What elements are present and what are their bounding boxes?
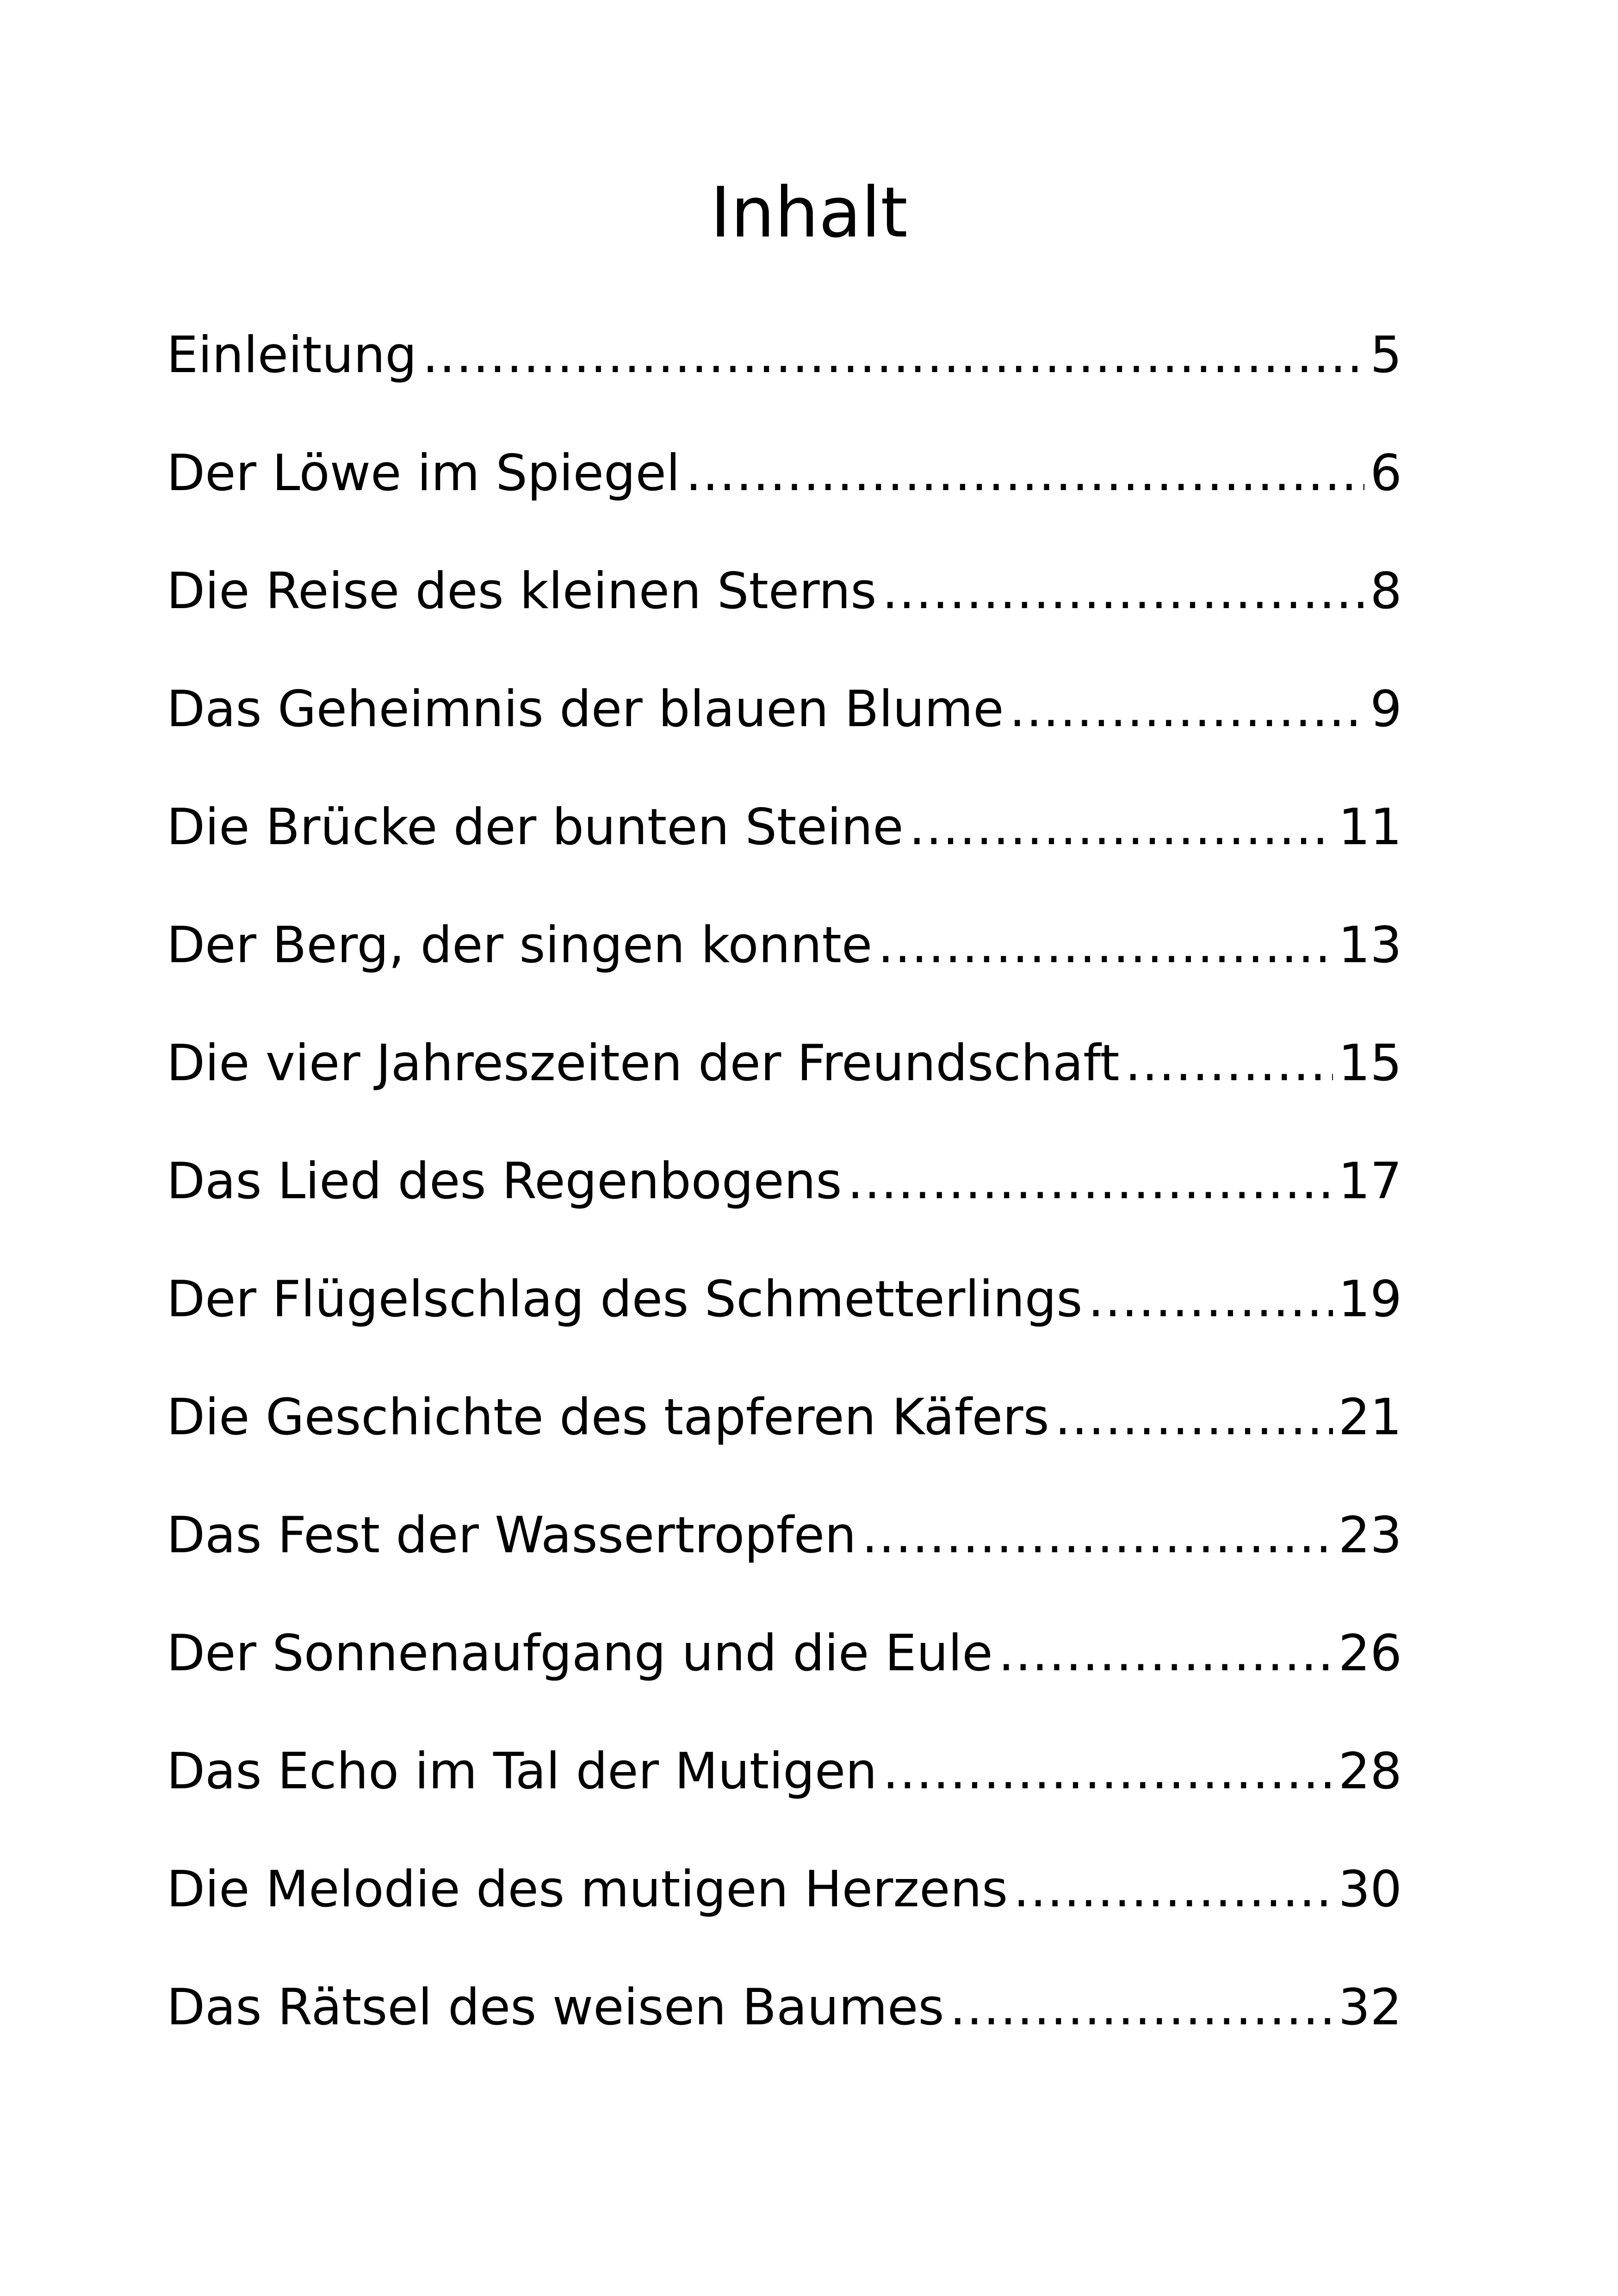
dot-leader — [1013, 1830, 1333, 1948]
toc-entry — [167, 768, 1402, 886]
entry-page-number: 15 — [1338, 1034, 1402, 1092]
entry-title: Die Melodie des mutigen Herzens — [167, 1860, 1008, 1918]
entry-title: Die vier Jahreszeiten der Freundschaft — [167, 1034, 1120, 1092]
toc-entry — [167, 1594, 1402, 1712]
entry-page-number: 23 — [1338, 1506, 1402, 1564]
toc-entry — [167, 886, 1402, 1004]
entry-page-number: 21 — [1338, 1388, 1402, 1446]
entry-page-number: 8 — [1370, 562, 1402, 620]
toc-entry — [167, 532, 1402, 650]
toc-entry — [167, 1358, 1402, 1476]
entry-title: Der Sonnenaufgang und die Eule — [167, 1624, 993, 1682]
entry-title: Die Geschichte des tapferen Käfers — [167, 1388, 1049, 1446]
toc-entry — [167, 1004, 1402, 1122]
dot-leader — [862, 1476, 1333, 1594]
entry-page-number: 6 — [1370, 444, 1402, 502]
dot-leader — [909, 768, 1333, 886]
dot-leader — [1088, 1240, 1333, 1358]
entry-page-number: 11 — [1338, 798, 1402, 856]
entry-page-number: 32 — [1338, 1979, 1402, 2036]
dot-leader — [686, 414, 1364, 532]
entry-title: Die Reise des kleinen Sterns — [167, 562, 877, 620]
page-title: Inhalt — [710, 173, 908, 253]
entry-page-number: 19 — [1338, 1270, 1402, 1328]
toc-entry — [167, 414, 1402, 532]
dot-leader — [883, 1712, 1333, 1830]
entry-title: Das Geheimnis der blauen Blume — [167, 680, 1004, 738]
entry-title: Einleitung — [167, 326, 417, 384]
toc-entry — [167, 1712, 1402, 1830]
entry-page-number: 30 — [1338, 1860, 1402, 1918]
entry-page-number: 28 — [1338, 1742, 1402, 1800]
entry-title: Der Berg, der singen konnte — [167, 916, 873, 974]
dot-leader — [1125, 1004, 1333, 1122]
entry-page-number: 9 — [1370, 680, 1402, 738]
toc-entry — [167, 1240, 1402, 1358]
dot-leader — [1010, 650, 1365, 768]
entry-title: Der Löwe im Spiegel — [167, 444, 680, 502]
entry-title: Das Echo im Tal der Mutigen — [167, 1742, 877, 1800]
entry-title: Das Lied des Regenbogens — [167, 1152, 842, 1210]
dot-leader — [847, 1122, 1333, 1240]
dot-leader — [1055, 1358, 1333, 1476]
dot-leader — [422, 296, 1364, 414]
toc-entry — [167, 1122, 1402, 1240]
entry-page-number: 17 — [1338, 1152, 1402, 1210]
dot-leader — [882, 532, 1364, 650]
entry-page-number: 5 — [1370, 326, 1402, 384]
dot-leader — [950, 1948, 1333, 2066]
entry-title: Der Flügelschlag des Schmetterlings — [167, 1270, 1083, 1328]
dot-leader — [878, 886, 1333, 1004]
entry-page-number: 13 — [1338, 916, 1402, 974]
toc-entry — [167, 296, 1402, 414]
entry-title: Das Fest der Wassertropfen — [167, 1506, 856, 1564]
entry-title: Die Brücke der bunten Steine — [167, 798, 904, 856]
toc-entry — [167, 1830, 1402, 1948]
table-of-contents — [167, 296, 1402, 2066]
dot-leader — [998, 1594, 1333, 1712]
toc-entry — [167, 1948, 1402, 2066]
entry-title: Das Rätsel des weisen Baumes — [167, 1979, 944, 2036]
toc-entry — [167, 1476, 1402, 1594]
toc-entry — [167, 650, 1402, 768]
entry-page-number: 26 — [1338, 1624, 1402, 1682]
